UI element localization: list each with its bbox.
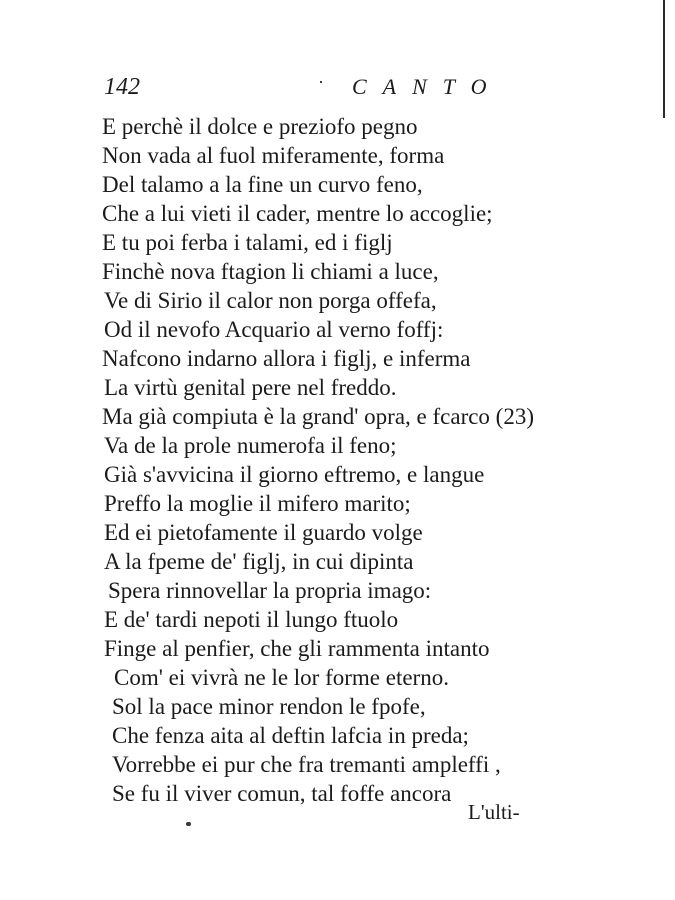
verse-text: Ed ei pietofamente il guardo volge xyxy=(104,520,423,545)
verse-text: Che fenza aita al deftin lafcia in preda; xyxy=(112,723,469,748)
verse-text: Preffo la moglie il mifero marito; xyxy=(104,491,411,516)
verse-text: E perchè il dolce e preziofo pegno xyxy=(102,114,418,139)
verse-text: Od il nevofo Acquario al verno foffj: xyxy=(104,317,444,342)
verse-text: Spera rinnovellar la propria imago: xyxy=(108,578,432,603)
verse-line xyxy=(104,605,398,634)
verse-line xyxy=(104,460,484,489)
verse-text: Finge al penfier, che gli rammenta intanto xyxy=(104,636,490,661)
verse-line xyxy=(102,170,423,199)
verse-text: Sol la pace minor rendon le fpofe, xyxy=(112,694,426,719)
verse-text: E de' tardi nepoti il lungo ftuolo xyxy=(104,607,399,632)
verse-line xyxy=(102,141,444,170)
verse-line xyxy=(102,112,417,141)
verse-text: Non vada al fuol miferamente, forma xyxy=(102,143,445,168)
verse-line xyxy=(104,286,437,315)
page-header xyxy=(104,72,544,106)
ink-speck xyxy=(186,822,191,826)
verse-text: Finchè nova ftagion li chiami a luce, xyxy=(102,259,439,284)
verse-line xyxy=(112,779,451,808)
verse-line xyxy=(102,199,493,228)
page-edge-line xyxy=(663,0,665,118)
verse-line xyxy=(104,373,397,402)
verse-text: Com' ei vivrà ne le lor forme eterno. xyxy=(114,665,449,690)
verse-line xyxy=(104,489,411,518)
verse-text: La virtù genital pere nel freddo. xyxy=(104,375,397,400)
verse-text: Va de la prole numerofa il feno; xyxy=(104,433,397,458)
verse-line xyxy=(102,402,534,431)
verse-line xyxy=(104,315,443,344)
verse-line xyxy=(104,634,489,663)
verse-line xyxy=(114,663,449,692)
verse-text: Vorrebbe ei pur che fra tremanti ampleffi , xyxy=(112,752,501,777)
verse-text: Ve di Sirio il calor non porga offefa, xyxy=(104,288,437,313)
verse-text: Nafcono indarno allora i figlj, e inferma xyxy=(102,346,471,371)
verse-line xyxy=(104,518,423,547)
verse-line xyxy=(108,576,431,605)
verse-line xyxy=(112,750,501,779)
verse-line xyxy=(104,431,397,460)
verse-line xyxy=(102,344,471,373)
verse-line xyxy=(112,692,426,721)
verse-text: Già s'avvicina il giorno eftremo, e langue xyxy=(104,462,485,487)
running-head: CANTO xyxy=(352,74,503,99)
verse-text: E tu poi ferba i talami, ed i figlj xyxy=(102,230,393,255)
verse-text: Del talamo a la fine un curvo feno, xyxy=(102,172,423,197)
verse-text: Se fu il viver comun, tal foffe ancora xyxy=(112,781,452,806)
verse-line xyxy=(102,228,393,257)
verse-line xyxy=(102,257,439,286)
verse-line xyxy=(104,547,413,576)
verse-line xyxy=(112,721,469,750)
verse-text: Ma già compiuta è la grand' opra, e fcarco (23) xyxy=(102,404,535,429)
verse-text: Che a lui vieti il cader, mentre lo accoglie; xyxy=(102,201,493,226)
header-ornament: · xyxy=(318,72,324,92)
catchword: L'ulti- xyxy=(468,800,520,824)
page-number: 142 xyxy=(104,74,140,100)
verse-text: A la fpeme de' figlj, in cui dipinta xyxy=(104,549,414,574)
